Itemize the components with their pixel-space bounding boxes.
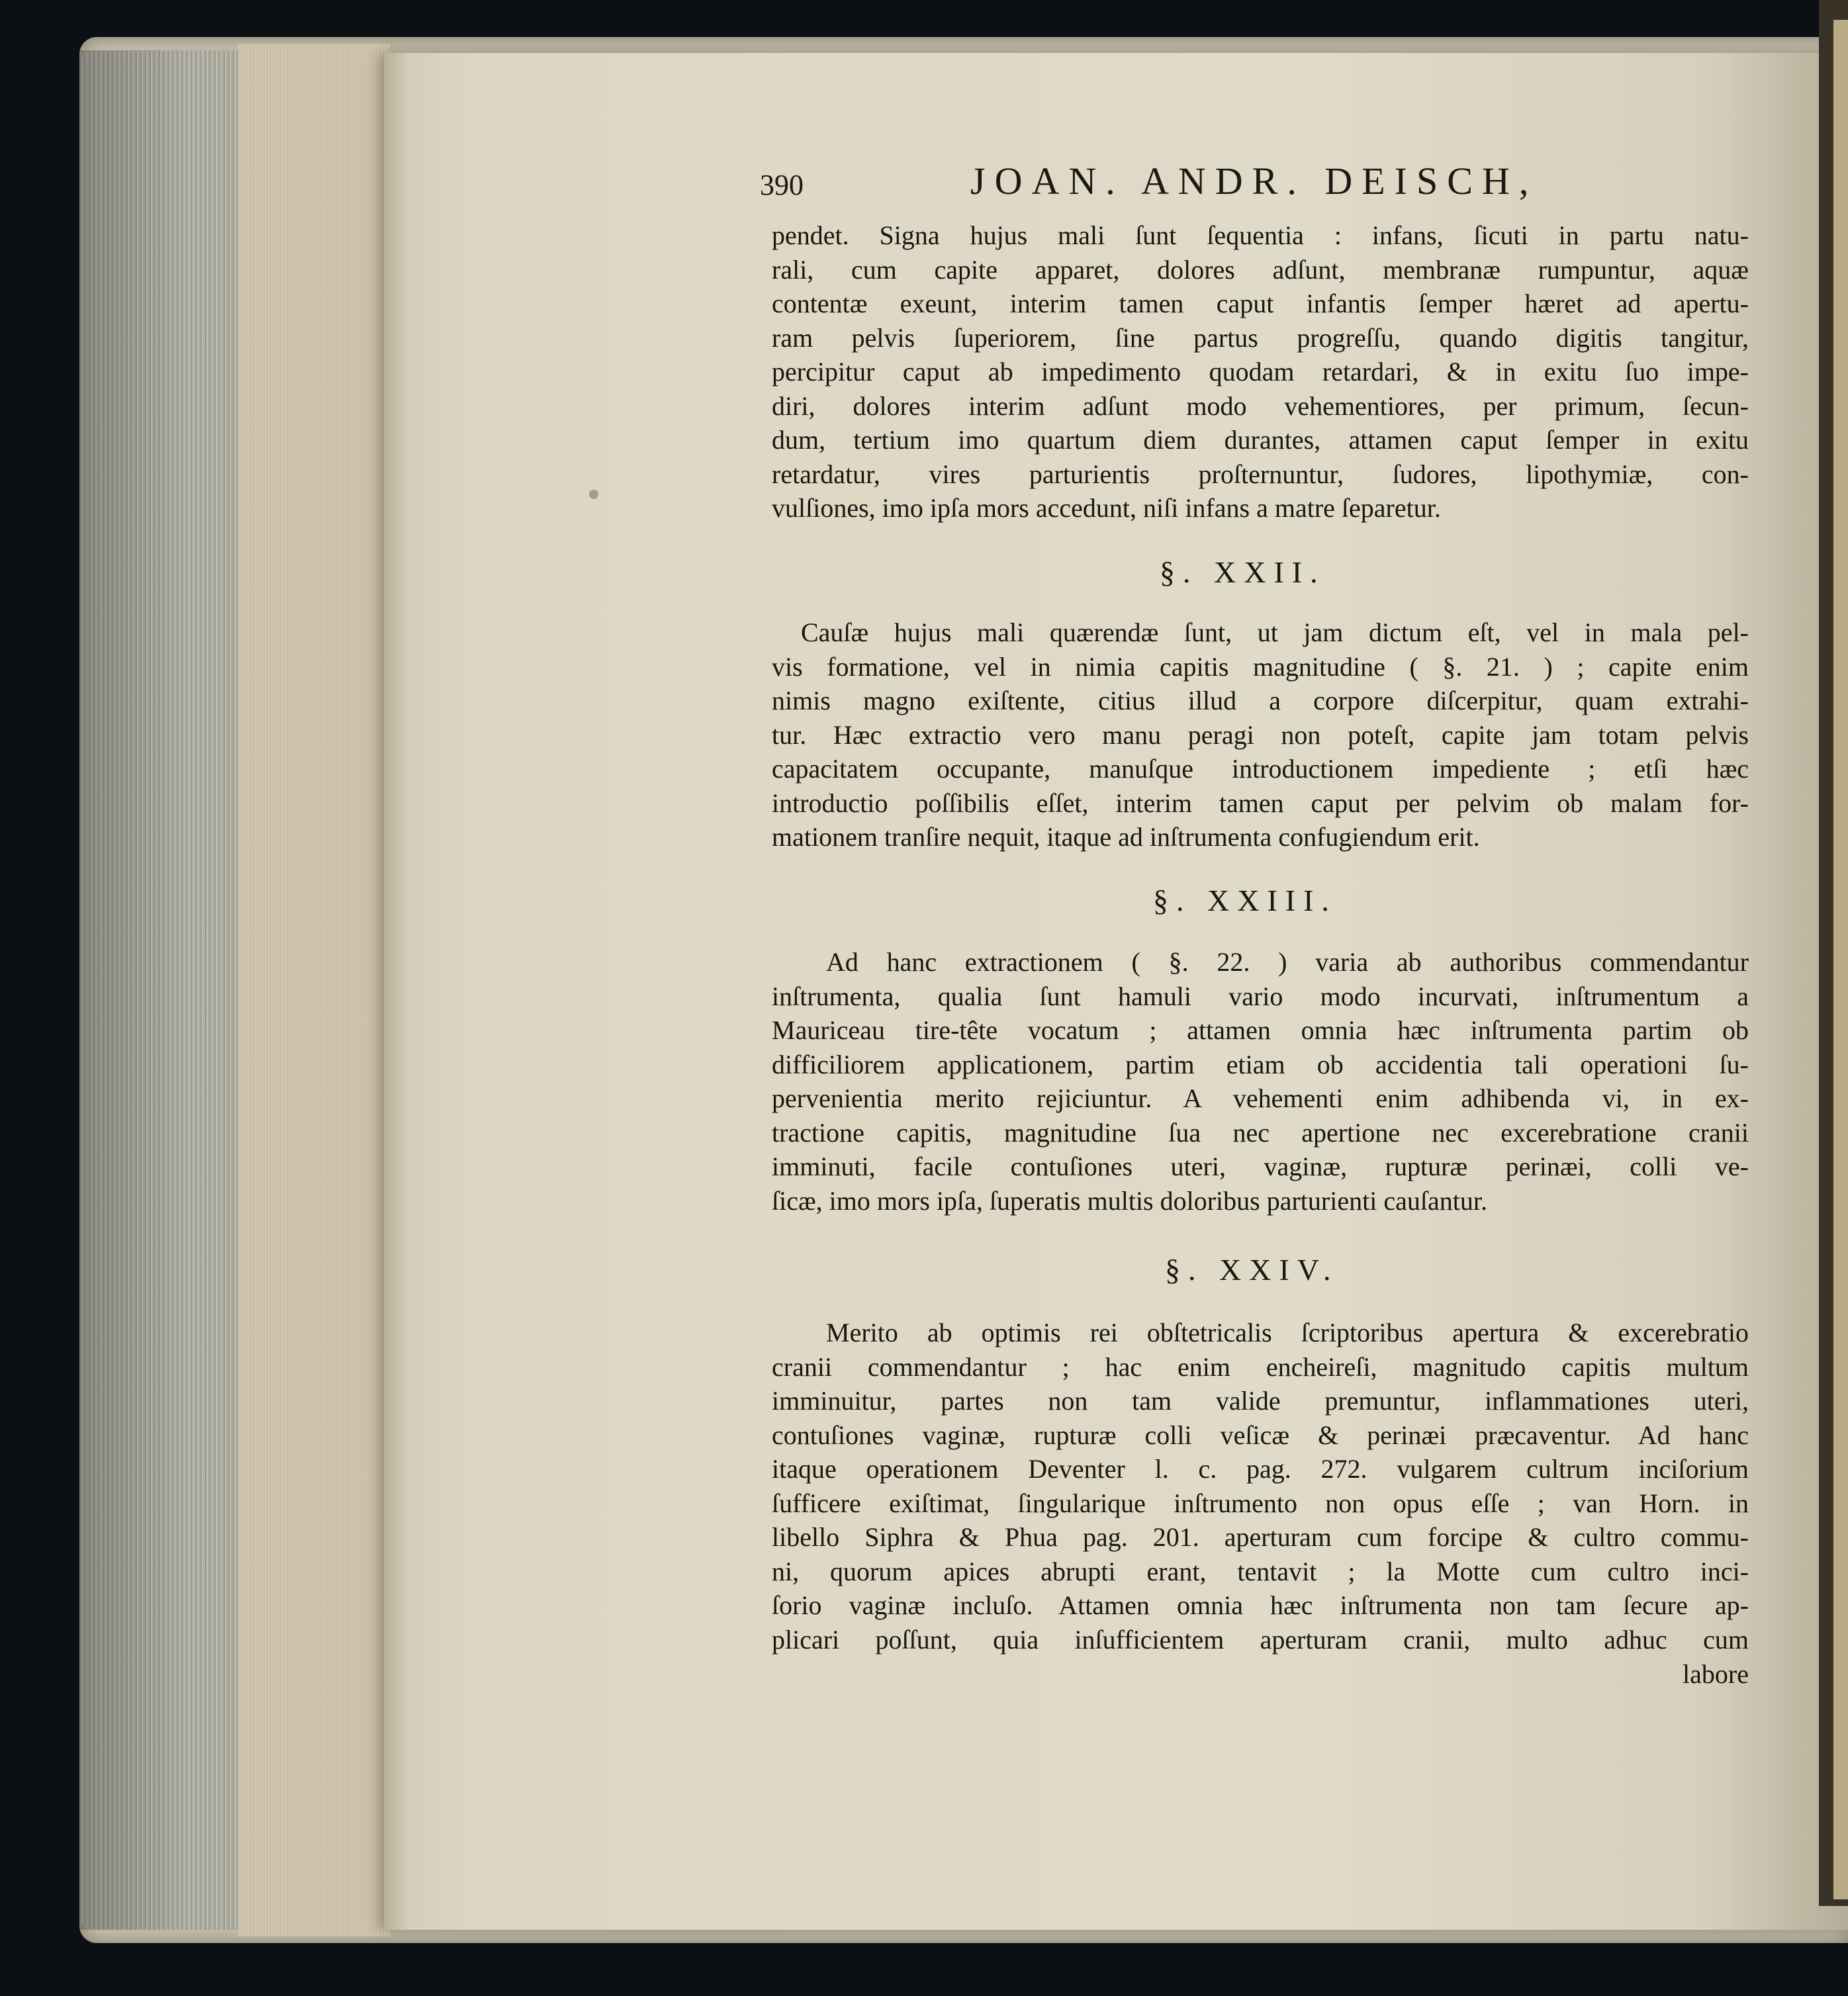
text-line: percipitur caput ab impedimento quodam retardari, & in exitu ſuo impe- [772, 357, 1749, 386]
text-line: ni, quorum apices abrupti erant, tentavit ; la Motte cum cultro inci- [772, 1556, 1749, 1586]
section-title-xxiv: §. XXIV. [1165, 1253, 1339, 1287]
text-line: contentæ exeunt, interim tamen caput infantis ſemper hæret ad apertu- [772, 289, 1749, 318]
text-line: plicari poſſunt, quia inſufficientem aperturam cranii, multo adhuc cum [772, 1624, 1749, 1655]
running-header [760, 159, 1620, 205]
paragraph-4 [772, 1316, 1749, 1656]
paragraph-1 [772, 218, 1749, 525]
text-line: vulſiones, imo ipſa mors accedunt, niſi infans a matre ſeparetur. [772, 493, 1441, 523]
paragraph-2 [772, 615, 1749, 854]
text-line: Ad hanc extractionem ( §. 22. ) varia ab authoribus commendantur [826, 947, 1749, 977]
text-line: cranii commendantur ; hac enim encheireſi, magnitudo capitis multum [772, 1351, 1749, 1382]
text-line: introductio poſſibilis eſſet, interim tamen caput per pelvim ob malam for- [772, 788, 1749, 818]
text-line: ſicæ, imo mors ipſa, ſuperatis multis doloribus parturienti cauſantur. [772, 1185, 1487, 1216]
text-line: contuſiones vaginæ, rupturæ colli veſicæ & perinæi præcaventur. Ad hanc [772, 1420, 1749, 1450]
text-line: tractione capitis, magnitudine ſua nec apertione nec excerebratione cranii [772, 1117, 1749, 1148]
text-line: pendet. Signa hujus mali ſunt ſequentia : infans, ſicuti in partu natu- [772, 220, 1749, 250]
facing-page-edge [1819, 0, 1848, 1906]
text-line: diri, dolores interim adſunt modo vehementiores, per primum, ſecun- [772, 390, 1749, 421]
page-stack [238, 44, 391, 1936]
text-line: mationem tranſire nequit, itaque ad inſtrumenta confugiendum erit. [772, 822, 1480, 852]
pencil-mark [589, 490, 598, 499]
text-line: pervenientia merito rejiciuntur. A vehementi enim adhibenda vi, in ex- [772, 1083, 1749, 1113]
text-line: vis formatione, vel in nimia capitis magnitudine ( §. 21. ) ; capite enim [772, 651, 1749, 682]
text-line: dum, tertium imo quartum diem durantes, attamen caput ſemper in exitu [772, 425, 1749, 455]
text-line: imminuitur, partes non tam valide premuntur, inflammationes uteri, [772, 1386, 1749, 1416]
running-head: JOAN. ANDR. DEISCH, [970, 159, 1538, 203]
catchword: labore [1683, 1659, 1749, 1689]
paragraph-3 [772, 945, 1749, 1218]
text-line: rali, cum capite apparet, dolores adſunt, membranæ rumpuntur, aquæ [772, 254, 1749, 285]
text-line: ſorio vaginæ incluſo. Attamen omnia hæc inſtrumenta non tam ſecure ap- [772, 1590, 1749, 1620]
section-title-xxii: §. XXII. [1160, 555, 1326, 589]
page-number: 390 [760, 169, 804, 201]
text-line: ram pelvis ſuperiorem, ſine partus progreſſu, quando digitis tangitur, [772, 322, 1749, 353]
text-line: Merito ab optimis rei obſtetricalis ſcriptoribus apertura & excerebratio [826, 1318, 1749, 1347]
text-line: capacitatem occupante, manuſque introductionem impediente ; etſi hæc [772, 754, 1749, 784]
text-line: retardatur, vires parturientis proſternuntur, ſudores, lipothymiæ, con- [772, 459, 1749, 489]
text-line: tur. Hæc extractio vero manu peragi non poteſt, capite jam totam pelvis [772, 719, 1749, 750]
text-line: ſufficere exiſtimat, ſingularique inſtrumento non opus eſſe ; van Horn. in [772, 1488, 1749, 1518]
text-line: Cauſæ hujus mali quærendæ ſunt, ut jam dictum eſt, vel in mala pel- [801, 617, 1749, 647]
text-line: libello Siphra & Phua pag. 201. aperturam cum forcipe & cultro commu- [772, 1522, 1749, 1552]
text-line: imminuti, facile contuſiones uteri, vaginæ, rupturæ perinæi, colli ve- [772, 1152, 1749, 1181]
text-line: difficiliorem applicationem, partim etiam ob accidentia tali operationi ſu- [772, 1049, 1749, 1079]
text-line: nimis magno exiſtente, citius illud a corpore diſcerpitur, quam extrahi- [772, 686, 1749, 715]
section-title-xxiii: §. XXIII. [1153, 884, 1337, 917]
text-line: Mauriceau tire-tête vocatum ; attamen omnia hæc inſtrumenta partim ob [772, 1015, 1749, 1045]
text-line: inſtrumenta, qualia ſunt hamuli vario modo incurvati, inſtrumentum a [772, 981, 1749, 1011]
catchword-line [772, 1657, 1749, 1692]
text-line: itaque operationem Deventer l. c. pag. 272. vulgarem cultrum inciſorium [772, 1454, 1749, 1484]
